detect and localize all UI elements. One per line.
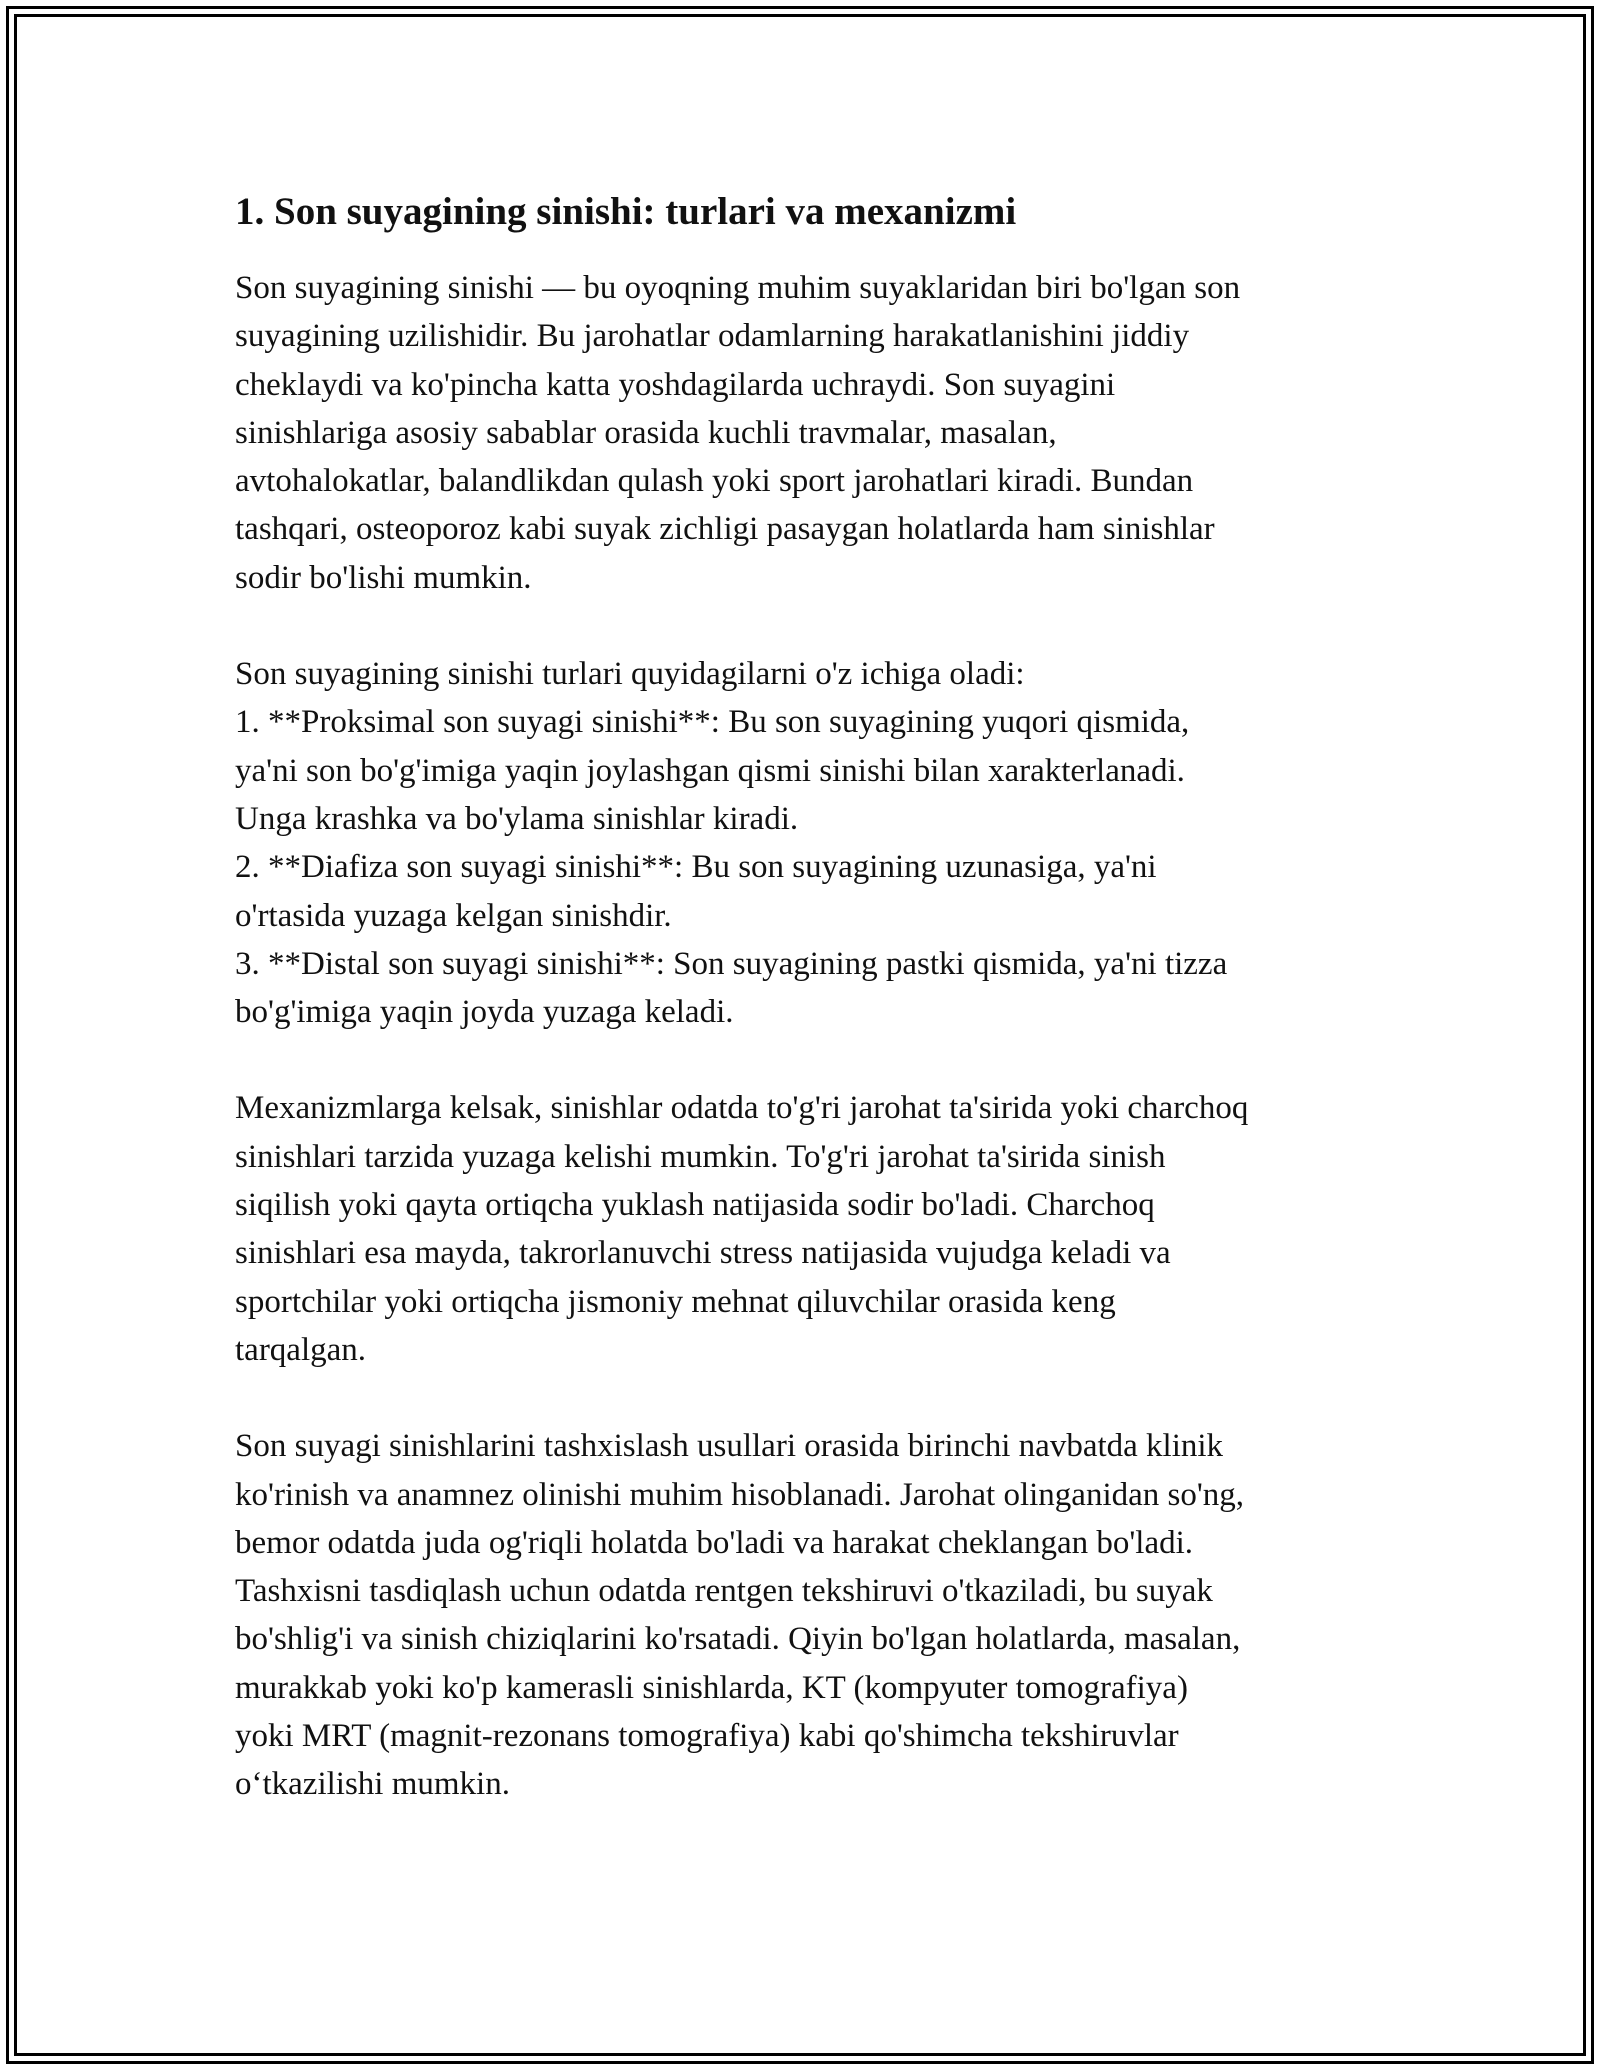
paragraph-mechanisms [235, 1084, 1395, 1374]
text-line: sinishlari esa mayda, takrorlanuvchi stress natijasida vujudga keladi va [235, 1235, 1171, 1272]
text-line: Son suyagi sinishlarini tashxislash usullari orasida birinchi navbatda klinik [235, 1428, 1224, 1465]
paragraph-fracture-types [235, 650, 1395, 1036]
text-line: avtohalokatlar, balandlikdan qulash yoki sport jarohatlari kiradi. Bundan [235, 463, 1194, 500]
document-body [235, 186, 1395, 1857]
text-line: Unga krashka va bo'ylama sinishlar kiradi. [235, 800, 799, 837]
text-line: Son suyagining sinishi turlari quyidagilarni o'z ichiga oladi: [235, 656, 1025, 693]
text-line: suyagining uzilishidir. Bu jarohatlar odamlarning harakatlanishini jiddiy [235, 318, 1190, 355]
text-line: o‘tkazilishi mumkin. [235, 1766, 510, 1803]
text-line: sportchilar yoki ortiqcha jismoniy mehnat qiluvchilar orasida keng [235, 1283, 1116, 1320]
text-line: sinishlari tarzida yuzaga kelishi mumkin. To'g'ri jarohat ta'sirida sinish [235, 1138, 1166, 1175]
list-item-diaphysis: 2. **Diafiza son suyagi sinishi**: Bu son suyagining uzunasiga, ya'ni [235, 849, 1157, 886]
text-line: tashqari, osteoporoz kabi suyak zichligi pasaygan holatlarda ham sinishlar [235, 511, 1215, 548]
text-line: bo'shlig'i va sinish chiziqlarini ko'rsatadi. Qiyin bo'lgan holatlarda, masalan, [235, 1621, 1241, 1658]
paragraph-intro [235, 264, 1395, 602]
text-line: Tashxisni tasdiqlash uchun odatda rentgen tekshiruvi o'tkaziladi, bu suyak [235, 1573, 1213, 1610]
text-line: tarqalgan. [235, 1331, 367, 1368]
list-item-proximal: 1. **Proksimal son suyagi sinishi**: Bu son suyagining yuqori qismida, [235, 704, 1190, 741]
paragraph-diagnosis [235, 1422, 1395, 1808]
text-line: bemor odatda juda og'riqli holatda bo'ladi va harakat cheklangan bo'ladi. [235, 1524, 1194, 1561]
text-line: yoki MRT (magnit-rezonans tomografiya) kabi qo'shimcha tekshiruvlar [235, 1718, 1179, 1755]
text-line: siqilish yoki qayta ortiqcha yuklash natijasida sodir bo'ladi. Charchoq [235, 1187, 1155, 1224]
text-line: o'rtasida yuzaga kelgan sinishdir. [235, 897, 672, 934]
text-line: sinishlariga asosiy sabablar orasida kuchli travmalar, masalan, [235, 414, 1057, 451]
text-line: Mexanizmlarga kelsak, sinishlar odatda to'g'ri jarohat ta'sirida yoki charchoq [235, 1090, 1249, 1127]
text-line: Son suyagining sinishi — bu oyoqning muhim suyaklaridan biri bo'lgan son [235, 270, 1241, 306]
text-line: cheklaydi va ko'pincha katta yoshdagilarda uchraydi. Son suyagini [235, 366, 1116, 403]
text-line: ko'rinish va anamnez olinishi muhim hisoblanadi. Jarohat olinganidan so'ng, [235, 1476, 1245, 1513]
text-line: sodir bo'lishi mumkin. [235, 559, 532, 596]
text-line: ya'ni son bo'g'imiga yaqin joylashgan qismi sinishi bilan xarakterlanadi. [235, 752, 1185, 789]
section-heading: 1. Son suyagining sinishi: turlari va mexanizmi [235, 190, 1017, 233]
list-item-distal: 3. **Distal son suyagi sinishi**: Son suyagining pastki qismida, ya'ni tizza [235, 945, 1228, 982]
text-line: murakkab yoki ko'p kamerasli sinishlarda, KT (kompyuter tomografiya) [235, 1669, 1188, 1706]
text-line: bo'g'imiga yaqin joyda yuzaga keladi. [235, 994, 734, 1031]
